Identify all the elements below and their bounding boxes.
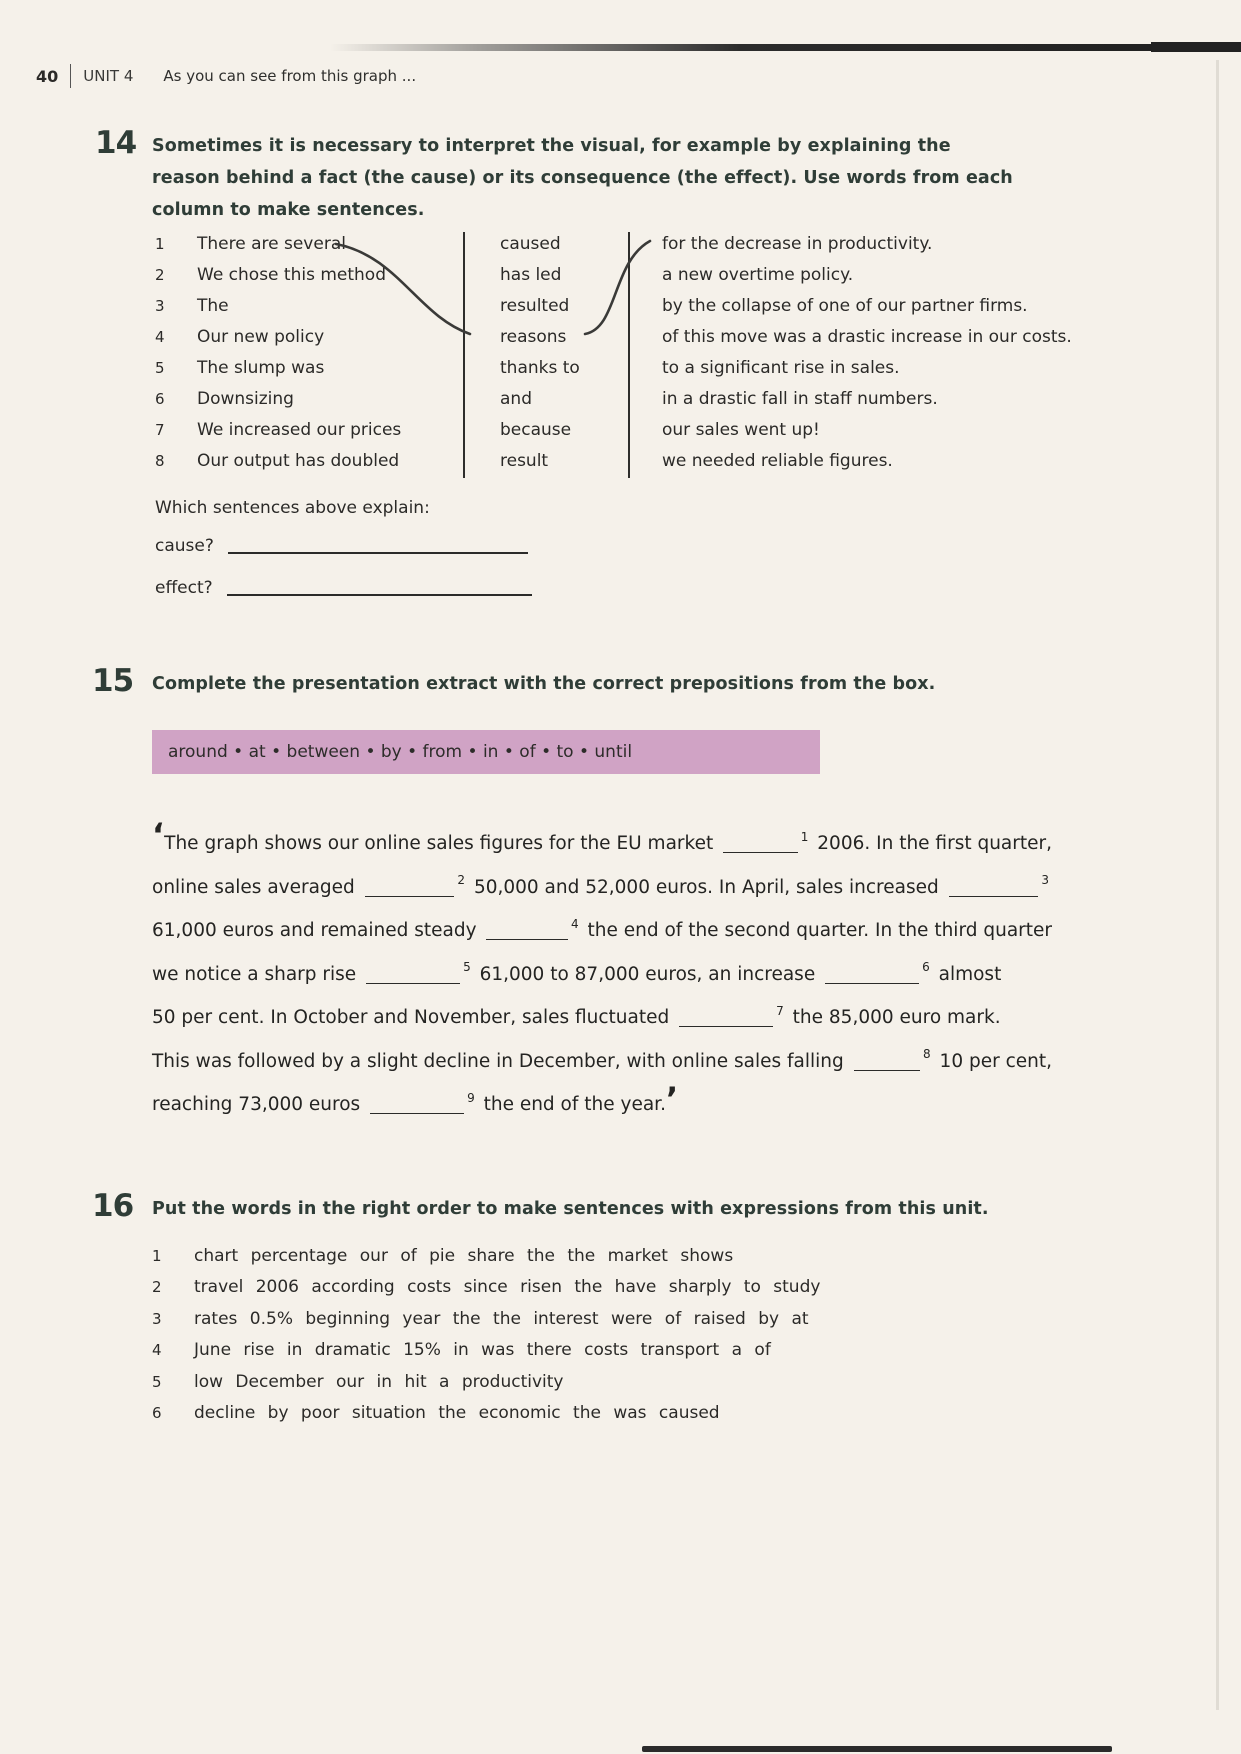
match-verb-row: because	[500, 419, 572, 440]
extract-text: 2006. In the first quarter,	[811, 833, 1052, 855]
match-ending-row: to a significant rise in sales.	[662, 357, 900, 378]
match-subject-row	[155, 321, 455, 352]
match-subject-text: There are several	[197, 233, 346, 254]
jumbled-sentence-text: rates 0.5% beginning year the the interest were of raised by at	[194, 1308, 809, 1329]
gap-blank	[949, 878, 1039, 897]
match-ending-row: of this move was a drastic increase in our costs.	[662, 326, 1072, 347]
jumbled-sentence-row	[152, 1303, 820, 1335]
exercise-15-number: 15	[92, 663, 134, 699]
match-subject-number: 6	[155, 389, 165, 408]
presentation-extract	[152, 815, 1052, 1127]
gap-number: 4	[571, 916, 579, 931]
effect-answer-line	[155, 578, 532, 598]
extract-text: The graph shows our online sales figures for the EU market	[164, 833, 720, 855]
jumbled-sentence-text: travel 2006 according costs since risen the have sharply to study	[194, 1277, 821, 1298]
extract-line	[152, 866, 1052, 910]
page-header	[36, 64, 416, 88]
match-subject-row	[155, 290, 455, 321]
extract-text: 61,000 euros and remained steady	[152, 920, 483, 942]
exercise-15-instruction: Complete the presentation extract with the correct prepositions from the box.	[152, 674, 936, 694]
jumbled-sentence-row	[152, 1240, 820, 1272]
match-subject-row	[155, 228, 455, 259]
match-verb-row: result	[500, 450, 549, 471]
match-subject-row	[155, 414, 455, 445]
followup-question: Which sentences above explain:	[155, 498, 430, 518]
extract-text: 10 per cent,	[933, 1050, 1052, 1072]
match-ending-row: in a drastic fall in staff numbers.	[662, 388, 938, 409]
jumbled-sentence-text: chart percentage our of pie share the the market shows	[194, 1245, 734, 1266]
cause-label: cause?	[155, 536, 214, 556]
match-subject-row	[155, 445, 455, 476]
gap-number: 1	[800, 829, 809, 844]
jumbled-sentence-list	[152, 1240, 820, 1429]
match-subject-number: 3	[155, 296, 165, 315]
match-subject-number: 1	[155, 234, 165, 253]
jumbled-sentence-row	[152, 1272, 820, 1304]
extract-text: 61,000 to 87,000 euros, an increase	[473, 963, 822, 985]
match-subject-row	[155, 383, 455, 414]
match-column-subjects	[155, 228, 455, 476]
extract-text: 50 per cent. In October and November, sales fluctuated	[152, 1007, 676, 1029]
match-ending-row: a new overtime policy.	[662, 264, 854, 285]
extract-line	[152, 1040, 1052, 1084]
extract-text: online sales averaged	[152, 876, 361, 898]
match-subject-number: 2	[155, 265, 165, 284]
unit-title: As you can see from this graph ...	[163, 67, 417, 85]
exercise-14-instruction: Sometimes it is necessary to interpret the visual, for example by explaining the reason behind a fact (the cause) or its consequence (the effect). Use words from each column to make sentences.	[152, 136, 1013, 220]
jumbled-sentence-number: 6	[152, 1404, 162, 1423]
extract-line	[152, 953, 1052, 997]
match-divider-1	[463, 232, 465, 478]
match-verb-row: and	[500, 388, 532, 409]
match-verb-row: reasons	[500, 326, 567, 347]
gap-number: 9	[467, 1090, 475, 1105]
jumbled-sentence-row	[152, 1366, 820, 1398]
extract-text: we notice a sharp rise	[152, 963, 363, 985]
page-number: 40	[36, 66, 59, 86]
jumbled-sentence-number: 1	[152, 1246, 162, 1265]
extract-text: the 85,000 euro mark.	[786, 1007, 1001, 1029]
match-verb-row: thanks to	[500, 357, 580, 378]
match-subject-text: Our new policy	[197, 326, 325, 347]
extract-text: This was followed by a slight decline in December, with online sales falling	[152, 1050, 850, 1072]
match-subject-row	[155, 352, 455, 383]
header-divider	[70, 64, 71, 88]
scan-top-bar-right	[1151, 42, 1241, 52]
extract-line	[152, 996, 1052, 1040]
scan-page-edge	[1216, 60, 1219, 1710]
extract-text: 50,000 and 52,000 euros. In April, sales increased	[468, 876, 945, 898]
match-subject-text: We chose this method	[197, 264, 386, 285]
match-subject-text: The slump was	[197, 357, 325, 378]
gap-blank	[854, 1052, 920, 1071]
gap-blank	[723, 834, 798, 853]
gap-number: 7	[776, 1003, 784, 1018]
gap-blank	[486, 921, 568, 940]
scan-bottom-bar	[642, 1746, 1112, 1752]
extract-line: reaching 73,000 euros 9 the end of the year. ’	[152, 1079, 679, 1118]
gap-number: 5	[463, 960, 471, 975]
cause-write-line	[228, 552, 528, 554]
jumbled-sentence-number: 3	[152, 1309, 162, 1328]
effect-label: effect?	[155, 578, 213, 598]
match-divider-2	[628, 232, 630, 478]
exercise-16-number: 16	[92, 1188, 134, 1224]
match-ending-row: we needed reliable figures.	[662, 450, 893, 471]
extract-text: the end of the year.	[477, 1094, 666, 1116]
match-subject-number: 4	[155, 327, 165, 346]
match-subject-text: Our output has doubled	[197, 450, 400, 471]
jumbled-sentence-row	[152, 1398, 820, 1430]
match-subject-number: 7	[155, 420, 165, 439]
preposition-word-box	[152, 730, 820, 774]
match-ending-row: by the collapse of one of our partner firms.	[662, 295, 1028, 316]
match-verb-row: has led	[500, 264, 562, 285]
effect-write-line	[227, 594, 532, 596]
gap-number: 3	[1041, 873, 1049, 888]
jumbled-sentence-text: June rise in dramatic 15% in was there costs transport a of	[194, 1340, 771, 1361]
unit-label: UNIT 4	[83, 67, 134, 85]
match-column-endings	[662, 228, 1132, 476]
match-subject-text: The	[197, 295, 229, 316]
match-verb-row: resulted	[500, 295, 570, 316]
match-subject-text: Downsizing	[197, 388, 294, 409]
jumbled-sentence-number: 5	[152, 1372, 162, 1391]
match-ending-row: for the decrease in productivity.	[662, 233, 933, 254]
jumbled-sentence-row	[152, 1335, 820, 1367]
match-subject-number: 8	[155, 451, 165, 470]
extract-text: the end of the second quarter. In the third quarter	[581, 920, 1052, 942]
extract-text: almost	[932, 963, 1002, 985]
extract-line: ‘ The graph shows our online sales figures for the EU market 1 2006. In the first quarter,	[152, 815, 1052, 855]
jumbled-sentence-number: 2	[152, 1278, 162, 1297]
extract-line	[152, 909, 1052, 953]
exercise-14-number: 14	[95, 125, 137, 161]
gap-blank	[825, 965, 919, 984]
gap-blank	[679, 1008, 773, 1027]
word-box-text: around • at • between • by • from • in • of • to • until	[168, 742, 633, 762]
gap-blank	[366, 965, 460, 984]
exercise-16-instruction: Put the words in the right order to make sentences with expressions from this unit.	[152, 1199, 989, 1219]
gap-number: 2	[457, 873, 466, 888]
match-subject-row	[155, 259, 455, 290]
extract-text: reaching 73,000 euros	[152, 1094, 367, 1116]
match-verb-row: caused	[500, 233, 561, 254]
gap-number: 8	[923, 1047, 931, 1062]
match-column-verbs	[500, 228, 620, 476]
gap-blank	[365, 878, 455, 897]
gap-blank	[370, 1095, 464, 1114]
cause-answer-line	[155, 536, 528, 556]
match-subject-number: 5	[155, 358, 165, 377]
jumbled-sentence-text: low December our in hit a productivity	[194, 1371, 564, 1392]
match-subject-text: We increased our prices	[197, 419, 402, 440]
scan-top-bar	[330, 44, 1241, 51]
gap-number: 6	[922, 960, 930, 975]
jumbled-sentence-number: 4	[152, 1341, 162, 1360]
match-ending-row: our sales went up!	[662, 419, 820, 440]
jumbled-sentence-text: decline by poor situation the economic the was caused	[194, 1403, 720, 1424]
